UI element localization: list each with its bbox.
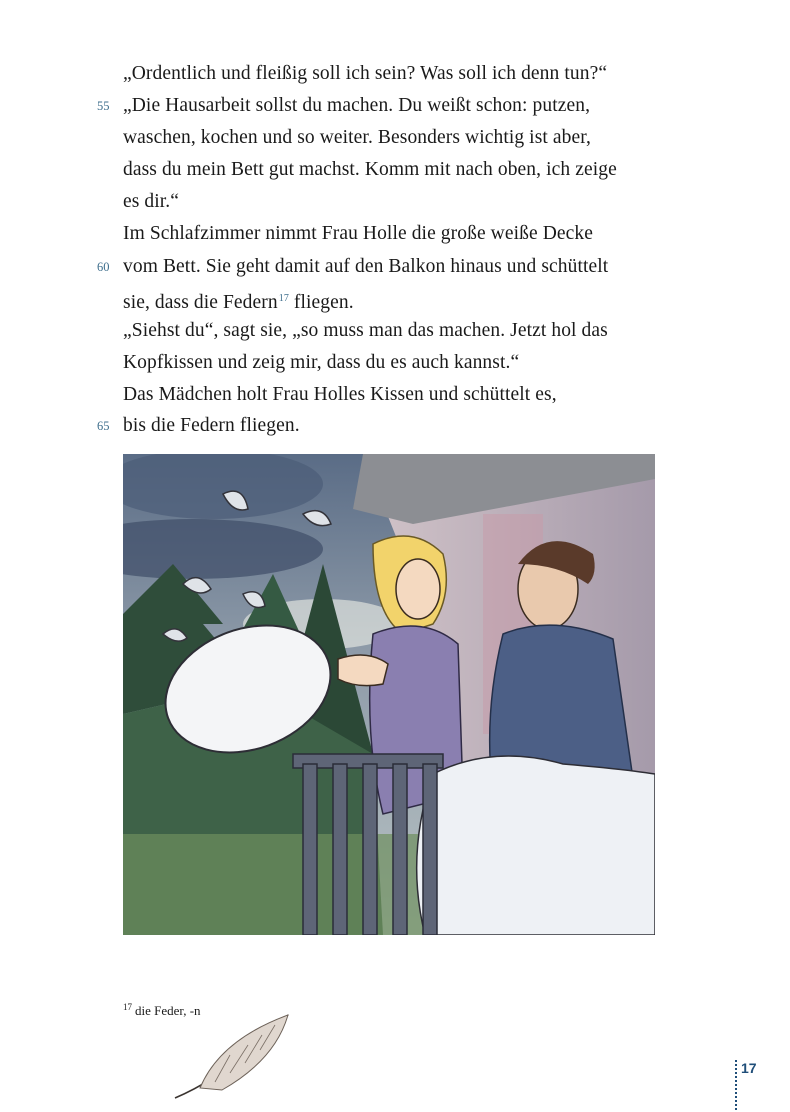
text-line: Im Schlafzimmer nimmt Frau Holle die große weiße Decke: [123, 223, 594, 244]
text-line: Kopfkissen und zeig mir, dass du es auch kannst.“: [123, 352, 520, 373]
text-line: waschen, kochen und so weiter. Besonders wichtig ist aber,: [123, 127, 592, 148]
illustration-balcony-scene: [123, 454, 655, 935]
text-segment: fliegen.: [288, 292, 354, 313]
story-illustration: [123, 454, 655, 935]
line-number-60: 60: [97, 260, 110, 274]
text-line: Das Mädchen holt Frau Holles Kissen und schüttelt es,: [123, 384, 557, 405]
page-number: 17: [741, 1060, 757, 1076]
text-line: dass du mein Bett gut machst. Komm mit nach oben, ich zeige: [123, 159, 617, 180]
text-line: „Ordentlich und fleißig soll ich sein? Was soll ich denn tun?“: [123, 63, 608, 84]
text-line: bis die Federn fliegen.: [123, 415, 300, 436]
text-line: „Siehst du“, sagt sie, „so muss man das machen. Jetzt hol das: [123, 320, 608, 341]
text-line: es dir.“: [123, 191, 180, 212]
line-number-65: 65: [97, 419, 110, 433]
text-line: vom Bett. Sie geht damit auf den Balkon hinaus und schüttelt: [123, 256, 609, 277]
text-line: „Die Hausarbeit sollst du machen. Du weißt schon: putzen,: [123, 95, 591, 116]
feather-illustration: [160, 1000, 320, 1105]
footnote-number: 17: [123, 1002, 132, 1012]
footnote-text: die Feder, -n: [135, 1003, 201, 1018]
line-number-55: 55: [97, 99, 110, 113]
footnote-reference[interactable]: 17: [278, 293, 289, 304]
text-segment: sie, dass die Federn: [123, 292, 278, 313]
text-line-with-footnote: [123, 283, 354, 319]
page-number-rule: [735, 1060, 737, 1110]
